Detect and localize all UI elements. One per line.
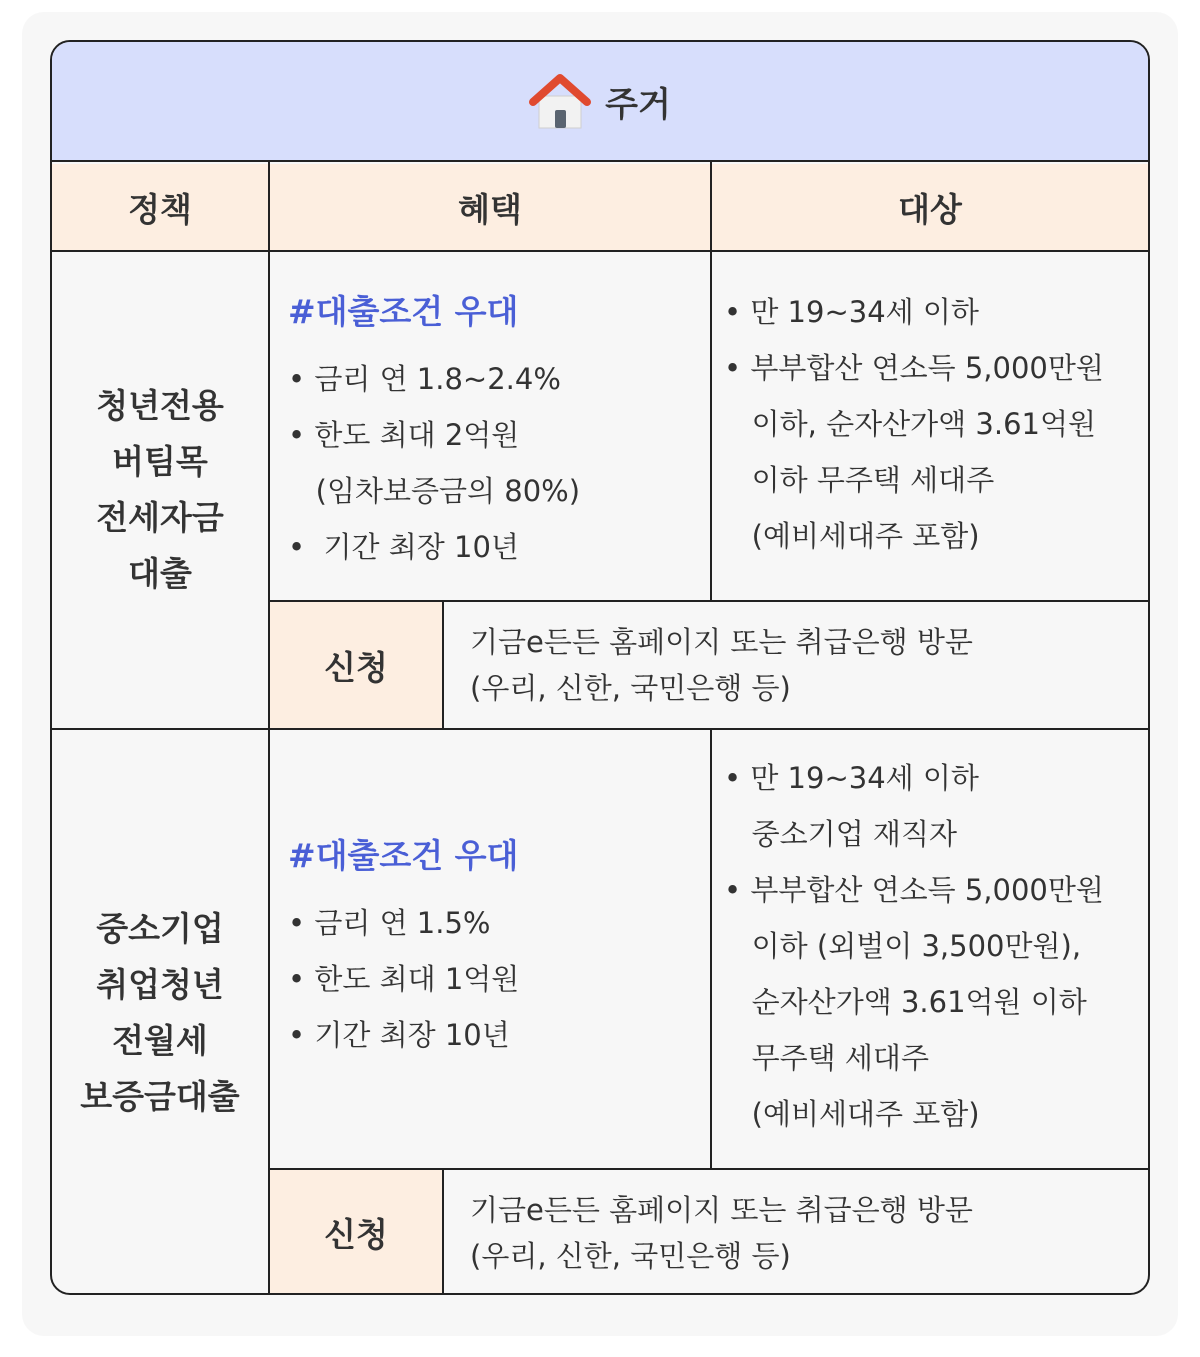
target-item: 이하 무주택 세대주 <box>724 463 995 497</box>
policy-name-1 <box>52 252 268 728</box>
target-item: • 부부합산 연소득 5,000만원 <box>724 351 1104 385</box>
housing-policy-table <box>50 40 1150 1295</box>
divider <box>268 162 270 1295</box>
table-title-bar <box>52 42 1148 162</box>
condition-tag: #대출조건 우대 <box>288 292 519 331</box>
divider <box>52 250 1148 252</box>
benefit-item: (임차보증금의 80%) <box>288 474 581 508</box>
target-cell-2 <box>724 750 1144 1142</box>
condition-tag: #대출조건 우대 <box>288 836 519 875</box>
policy-line: 취업청년 <box>96 964 224 1004</box>
target-item: 무주택 세대주 <box>724 1041 929 1075</box>
target-item: • 부부합산 연소득 5,000만원 <box>724 873 1104 907</box>
policy-name-2 <box>52 730 268 1295</box>
benefit-item: • 한도 최대 1억원 <box>288 962 520 996</box>
divider <box>268 1168 1148 1170</box>
column-header-policy: 정책 <box>52 164 268 250</box>
apply-line: (우리, 신한, 국민은행 등) <box>470 1238 791 1273</box>
target-item: • 만 19~34세 이하 <box>724 295 979 329</box>
apply-text-1 <box>444 602 1148 728</box>
benefit-cell-2 <box>288 830 698 1063</box>
policy-line: 전월세 <box>112 1020 208 1060</box>
column-header-benefit: 혜택 <box>270 164 710 250</box>
column-header-target: 대상 <box>712 164 1148 250</box>
target-cell-1 <box>724 284 1144 564</box>
divider <box>268 600 1148 602</box>
apply-text-2 <box>444 1170 1148 1295</box>
policy-line: 보증금대출 <box>80 1076 240 1116</box>
divider <box>442 1168 444 1295</box>
divider <box>710 162 712 602</box>
divider <box>442 600 444 730</box>
target-item: (예비세대주 포함) <box>724 1097 980 1131</box>
target-item: 중소기업 재직자 <box>724 817 957 851</box>
target-item: 이하, 순자산가액 3.61억원 <box>724 407 1097 441</box>
house-icon <box>529 72 591 130</box>
benefit-cell-1 <box>288 286 698 575</box>
apply-line: (우리, 신한, 국민은행 등) <box>470 671 791 705</box>
target-item: • 만 19~34세 이하 <box>724 761 979 795</box>
policy-line: 대출 <box>128 554 192 593</box>
apply-label-2: 신청 <box>270 1170 442 1295</box>
target-item: 이하 (외벌이 3,500만원), <box>724 929 1082 963</box>
apply-label-1: 신청 <box>270 602 442 728</box>
target-item: 순자산가액 3.61억원 이하 <box>724 985 1087 1019</box>
benefit-item: • 금리 연 1.8~2.4% <box>288 362 561 396</box>
policy-line: 청년전용 <box>96 386 224 425</box>
benefit-item: • 금리 연 1.5% <box>288 906 491 940</box>
policy-line: 버팀목 <box>112 442 208 481</box>
policy-line: 전세자금 <box>96 498 224 537</box>
benefit-item: • 한도 최대 2억원 <box>288 418 520 452</box>
divider <box>710 728 712 1170</box>
policy-line: 중소기업 <box>96 908 224 948</box>
apply-line: 기금e든든 홈페이지 또는 취급은행 방문 <box>470 625 973 659</box>
divider <box>52 728 1148 730</box>
benefit-item: • 기간 최장 10년 <box>288 530 519 564</box>
apply-line: 기금e든든 홈페이지 또는 취급은행 방문 <box>470 1192 973 1227</box>
page-title: 주거 <box>605 84 671 125</box>
benefit-item: • 기간 최장 10년 <box>288 1018 510 1052</box>
target-item: (예비세대주 포함) <box>724 519 980 553</box>
